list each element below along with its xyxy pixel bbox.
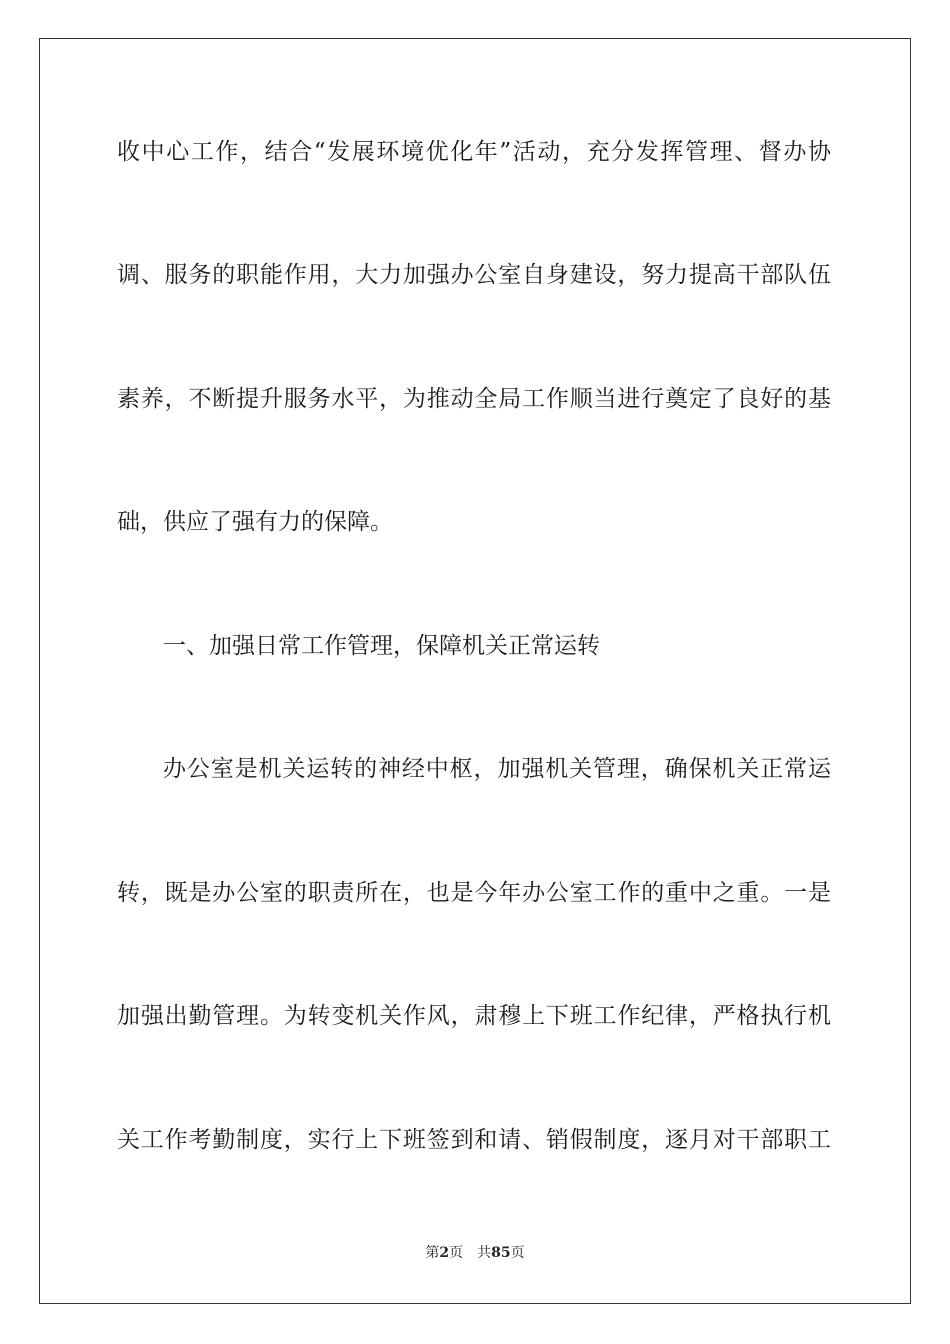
body-text-line-1: 收中心工作，结合“发展环境优化年”活动，充分发挥管理、督办协 (117, 139, 831, 165)
footer-total-suffix: 页 (510, 1245, 525, 1261)
body-text-line-3: 素养，不断提升服务水平，为推动全局工作顺当进行奠定了良好的基 (117, 386, 831, 412)
section-heading-1: 一、加强日常工作管理，保障机关正常运转 (163, 633, 600, 659)
body-text-line-9: 关工作考勤制度，实行上下班签到和请、销假制度，逐月对干部职工 (117, 1127, 831, 1153)
footer-page-number: 2 (439, 1245, 450, 1261)
footer-page-prefix: 第 (425, 1245, 440, 1261)
body-text-line-6: 办公室是机关运转的神经中枢，加强机关管理，确保机关正常运 (163, 756, 831, 782)
body-text-line-4: 础，供应了强有力的保障。 (117, 509, 393, 535)
footer-total-number: 85 (491, 1245, 511, 1261)
body-text-line-2: 调、服务的职能作用，大力加强办公室自身建设，努力提高干部队伍 (117, 262, 831, 288)
page-footer (0, 1243, 950, 1263)
footer-total-prefix: 共 (477, 1245, 492, 1261)
page-border (39, 38, 911, 1304)
body-text-line-8: 加强出勤管理。为转变机关作风，肃穆上下班工作纪律，严格执行机 (117, 1003, 831, 1029)
footer-page-suffix: 页 (449, 1245, 464, 1261)
body-text-line-7: 转，既是办公室的职责所在，也是今年办公室工作的重中之重。一是 (117, 880, 831, 906)
